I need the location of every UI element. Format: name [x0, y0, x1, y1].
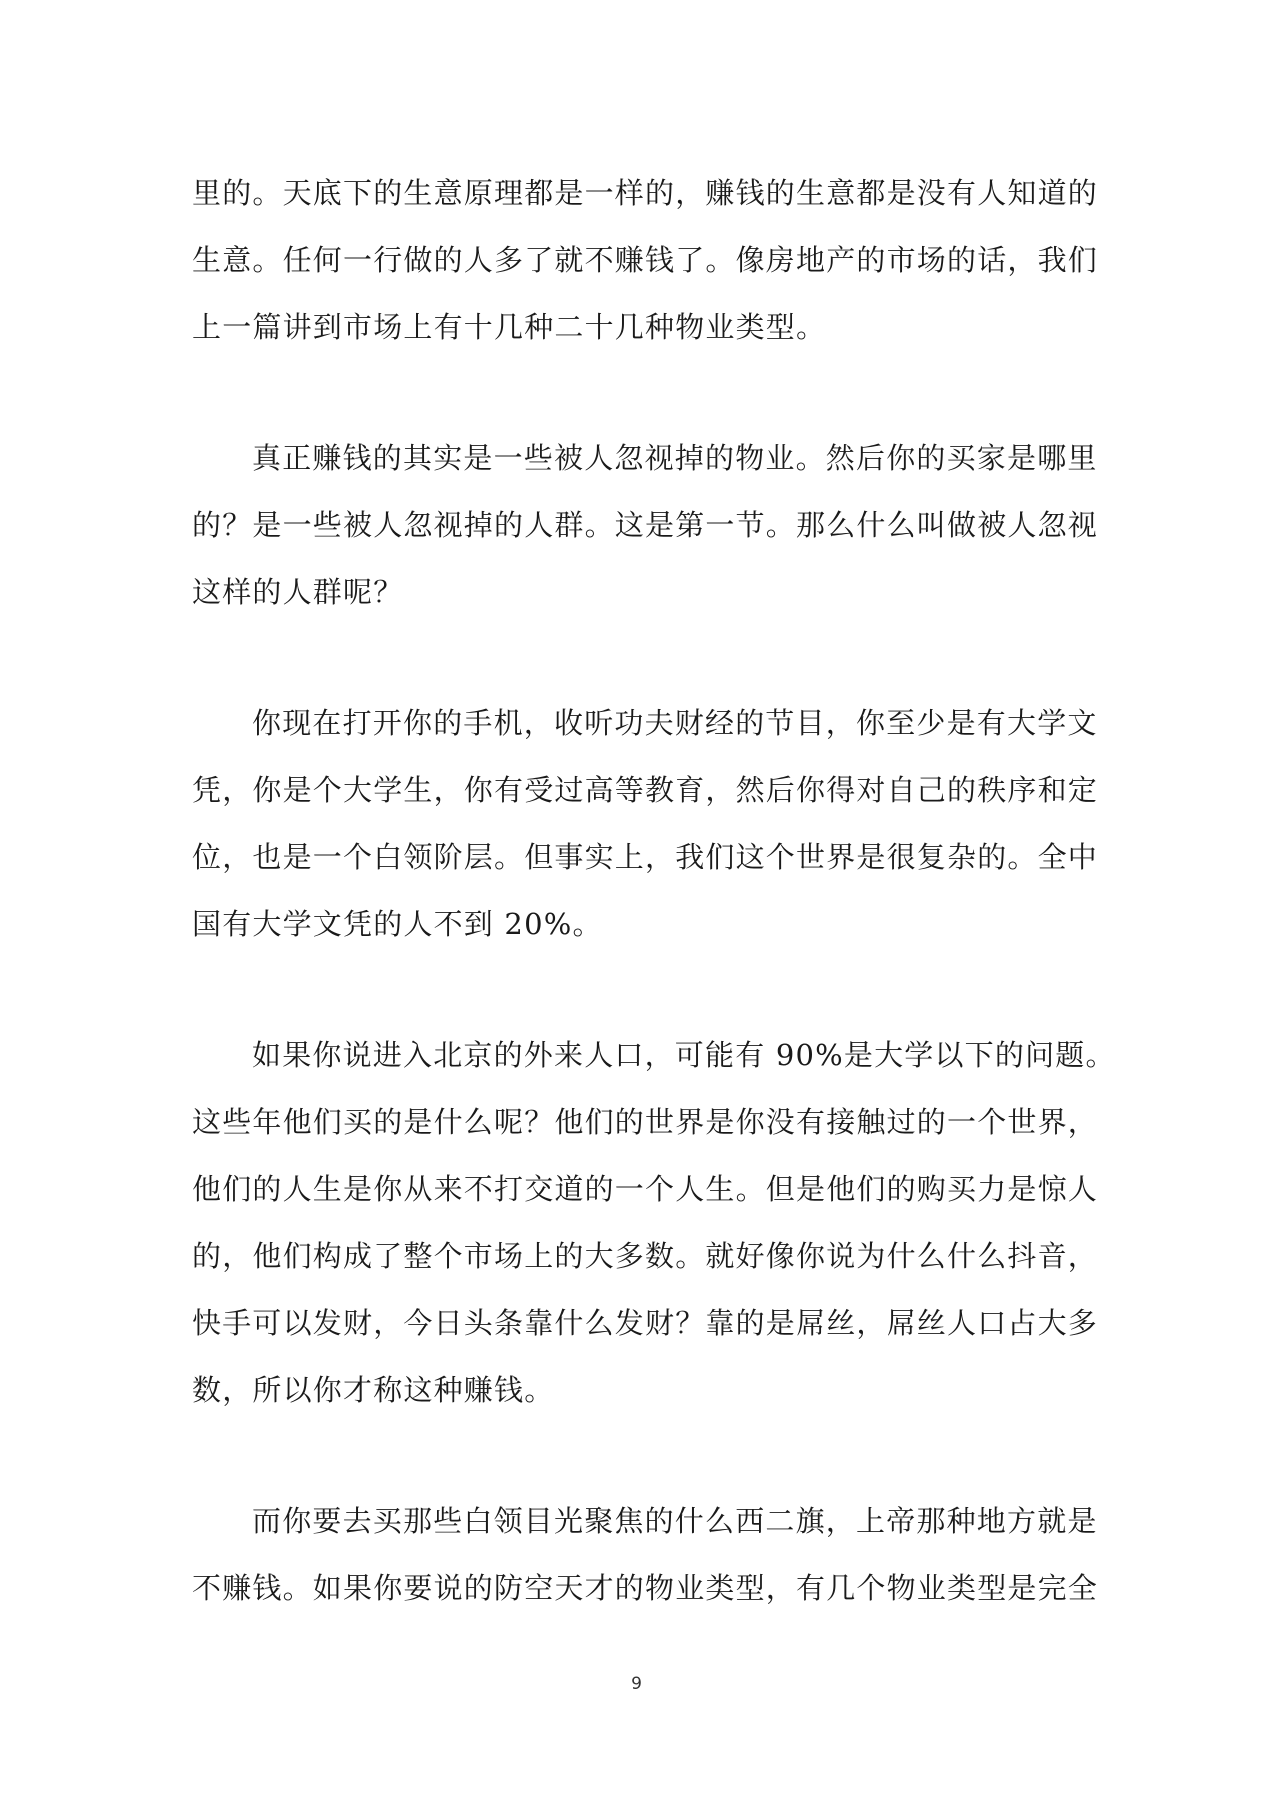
text-line: 你现在打开你的手机，收听功夫财经的节目，你至少是有大学文 — [252, 706, 1098, 740]
text-line: 的？是一些被人忽视掉的人群。这是第一节。那么什么叫做被人忽视 — [192, 508, 1099, 542]
paragraph-4 — [192, 1022, 1116, 1424]
text-line: 他们的人生是你从来不打交道的一个人生。但是他们的购买力是惊人 — [192, 1172, 1099, 1206]
text-line: 上一篇讲到市场上有十几种二十几种物业类型。 — [192, 310, 827, 344]
text-line: 如果你说进入北京的外来人口，可能有 90%是大学以下的问题。 — [252, 1038, 1116, 1072]
text-line: 位，也是一个白领阶层。但事实上，我们这个世界是很复杂的。全中 — [192, 840, 1099, 874]
text-line: 里的。天底下的生意原理都是一样的，赚钱的生意都是没有人知道的 — [192, 176, 1099, 210]
text-line: 这些年他们买的是什么呢？他们的世界是你没有接触过的一个世界， — [192, 1105, 1099, 1139]
text-line: 国有大学文凭的人不到 20%。 — [192, 907, 603, 941]
paragraph-1 — [192, 160, 1099, 361]
body-text — [192, 160, 1116, 1686]
text-line: 凭，你是个大学生，你有受过高等教育，然后你得对自己的秩序和定 — [192, 773, 1099, 807]
text-line: 快手可以发财，今日头条靠什么发财？靠的是屌丝，屌丝人口占大多 — [192, 1306, 1099, 1340]
paragraph-3 — [192, 690, 1099, 958]
text-line: 这样的人群呢？ — [192, 575, 404, 609]
page-number: 9 — [631, 1674, 642, 1694]
text-line: 不赚钱。如果你要说的防空天才的物业类型，有几个物业类型是完全 — [192, 1571, 1099, 1605]
text-line: 的，他们构成了整个市场上的大多数。就好像你说为什么什么抖音， — [192, 1239, 1099, 1273]
paragraph-5 — [192, 1488, 1099, 1622]
text-line: 而你要去买那些白领目光聚焦的什么西二旗，上帝那种地方就是 — [252, 1504, 1098, 1538]
text-line: 生意。任何一行做的人多了就不赚钱了。像房地产的市场的话，我们 — [192, 243, 1099, 277]
text-line: 数，所以你才称这种赚钱。 — [192, 1373, 555, 1407]
text-line: 真正赚钱的其实是一些被人忽视掉的物业。然后你的买家是哪里 — [252, 441, 1098, 475]
paragraph-2 — [192, 425, 1099, 626]
